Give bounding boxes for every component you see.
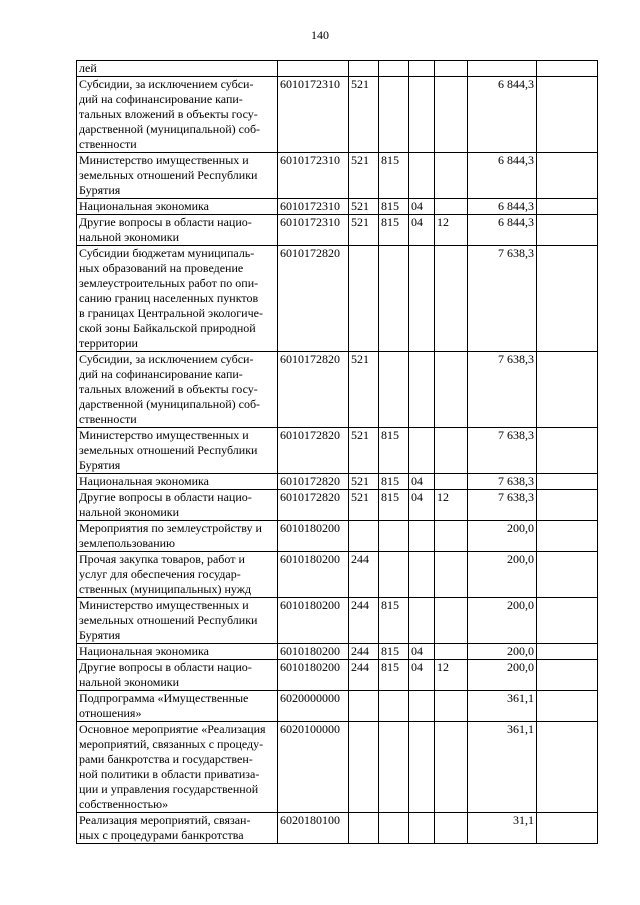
row-name: Реализация мероприятий, связан- ных с процедурами банкротства xyxy=(77,813,278,844)
row-subsection xyxy=(435,199,468,215)
row-ministry-code xyxy=(379,77,409,153)
row-name: Другие вопросы в области нацио- нальной экономики xyxy=(77,215,278,246)
row-name: Подпрограмма «Имущественные отношения» xyxy=(77,691,278,722)
row-extra-cell xyxy=(537,691,598,722)
row-ministry-code: 815 xyxy=(379,660,409,691)
row-amount: 200,0 xyxy=(468,644,537,660)
row-section xyxy=(409,153,435,199)
row-amount: 6 844,3 xyxy=(468,153,537,199)
row-extra-cell xyxy=(537,552,598,598)
row-ministry-code xyxy=(379,61,409,77)
row-code: 6010172310 xyxy=(278,215,349,246)
row-amount: 361,1 xyxy=(468,691,537,722)
row-subsection: 12 xyxy=(435,660,468,691)
table-row xyxy=(77,691,598,722)
row-extra-cell xyxy=(537,199,598,215)
row-code: 6010172310 xyxy=(278,199,349,215)
row-expense-type: 521 xyxy=(349,199,379,215)
table-row xyxy=(77,813,598,844)
row-name: Другие вопросы в области нацио- нальной экономики xyxy=(77,490,278,521)
row-subsection xyxy=(435,722,468,813)
row-expense-type: 521 xyxy=(349,352,379,428)
row-subsection xyxy=(435,352,468,428)
row-section xyxy=(409,61,435,77)
row-code: 6010172820 xyxy=(278,352,349,428)
table-row xyxy=(77,660,598,691)
row-subsection xyxy=(435,246,468,352)
row-name: Субсидии, за исключением субси- дий на софинансирование капи- тальных вложений в объекты госу- дарственной (муниципальной) соб- ственности xyxy=(77,352,278,428)
row-name: Национальная экономика xyxy=(77,199,278,215)
row-expense-type: 244 xyxy=(349,552,379,598)
row-expense-type xyxy=(349,813,379,844)
row-name: Министерство имущественных и земельных отношений Республики Бурятия xyxy=(77,598,278,644)
table-row xyxy=(77,722,598,813)
row-subsection xyxy=(435,77,468,153)
row-extra-cell xyxy=(537,215,598,246)
table-row xyxy=(77,598,598,644)
row-amount: 7 638,3 xyxy=(468,474,537,490)
row-name: Национальная экономика xyxy=(77,474,278,490)
row-subsection xyxy=(435,598,468,644)
row-expense-type xyxy=(349,691,379,722)
row-ministry-code xyxy=(379,813,409,844)
table-row xyxy=(77,552,598,598)
row-section: 04 xyxy=(409,215,435,246)
row-subsection xyxy=(435,153,468,199)
row-expense-type: 521 xyxy=(349,428,379,474)
row-expense-type: 244 xyxy=(349,598,379,644)
row-amount: 200,0 xyxy=(468,660,537,691)
row-section: 04 xyxy=(409,490,435,521)
row-amount: 7 638,3 xyxy=(468,428,537,474)
row-code: 6010180200 xyxy=(278,660,349,691)
row-section: 04 xyxy=(409,199,435,215)
row-extra-cell xyxy=(537,352,598,428)
row-code: 6010172310 xyxy=(278,153,349,199)
row-section: 04 xyxy=(409,474,435,490)
row-amount: 7 638,3 xyxy=(468,490,537,521)
row-section xyxy=(409,691,435,722)
row-name: Основное мероприятие «Реализация мероприятий, связанных с процеду- рами банкротства и государствен- ной политики в области приватиза- ции и управления государственной собственностью» xyxy=(77,722,278,813)
row-name: Мероприятия по землеустройству и землепользованию xyxy=(77,521,278,552)
table-row xyxy=(77,490,598,521)
row-ministry-code xyxy=(379,352,409,428)
row-amount: 7 638,3 xyxy=(468,352,537,428)
row-amount xyxy=(468,61,537,77)
row-extra-cell xyxy=(537,153,598,199)
row-name: Министерство имущественных и земельных отношений Республики Бурятия xyxy=(77,153,278,199)
row-extra-cell xyxy=(537,598,598,644)
row-expense-type: 521 xyxy=(349,490,379,521)
table-row xyxy=(77,61,598,77)
page-number: 140 xyxy=(311,28,329,42)
row-expense-type xyxy=(349,722,379,813)
row-name: Субсидии бюджетам муниципаль- ных образований на проведение землеустроительных работ по опи- санию границ населенных пунктов в границах Центральной экологиче- ской зоны Байкальской природной территории xyxy=(77,246,278,352)
row-ministry-code xyxy=(379,521,409,552)
row-amount: 31,1 xyxy=(468,813,537,844)
row-extra-cell xyxy=(537,61,598,77)
row-amount: 361,1 xyxy=(468,722,537,813)
row-extra-cell xyxy=(537,490,598,521)
row-ministry-code: 815 xyxy=(379,215,409,246)
table-row xyxy=(77,153,598,199)
row-amount: 200,0 xyxy=(468,552,537,598)
row-ministry-code: 815 xyxy=(379,490,409,521)
row-subsection xyxy=(435,521,468,552)
row-ministry-code: 815 xyxy=(379,428,409,474)
budget-table xyxy=(76,60,598,844)
row-name: лей xyxy=(77,61,278,77)
row-subsection xyxy=(435,61,468,77)
row-ministry-code: 815 xyxy=(379,644,409,660)
row-section xyxy=(409,722,435,813)
row-code: 6010180200 xyxy=(278,598,349,644)
row-expense-type: 244 xyxy=(349,644,379,660)
row-name: Субсидии, за исключением субси- дий на софинансирование капи- тальных вложений в объекты госу- дарственной (муниципальной) соб- ственности xyxy=(77,77,278,153)
row-section xyxy=(409,246,435,352)
row-ministry-code: 815 xyxy=(379,199,409,215)
row-extra-cell xyxy=(537,428,598,474)
row-subsection xyxy=(435,428,468,474)
row-code: 6010180200 xyxy=(278,521,349,552)
table-row xyxy=(77,644,598,660)
row-amount: 6 844,3 xyxy=(468,215,537,246)
row-section xyxy=(409,428,435,474)
row-code: 6010172820 xyxy=(278,428,349,474)
row-extra-cell xyxy=(537,521,598,552)
row-code: 6020000000 xyxy=(278,691,349,722)
row-section: 04 xyxy=(409,660,435,691)
row-code: 6010172310 xyxy=(278,77,349,153)
row-name: Национальная экономика xyxy=(77,644,278,660)
row-amount: 200,0 xyxy=(468,521,537,552)
table-row xyxy=(77,199,598,215)
row-code xyxy=(278,61,349,77)
table-row xyxy=(77,521,598,552)
row-amount: 6 844,3 xyxy=(468,199,537,215)
row-section xyxy=(409,77,435,153)
row-subsection xyxy=(435,552,468,598)
row-amount: 200,0 xyxy=(468,598,537,644)
row-expense-type xyxy=(349,246,379,352)
row-code: 6020100000 xyxy=(278,722,349,813)
row-amount: 7 638,3 xyxy=(468,246,537,352)
row-expense-type xyxy=(349,61,379,77)
row-code: 6010172820 xyxy=(278,474,349,490)
row-name: Министерство имущественных и земельных отношений Республики Бурятия xyxy=(77,428,278,474)
row-expense-type: 521 xyxy=(349,77,379,153)
row-subsection: 12 xyxy=(435,490,468,521)
row-subsection xyxy=(435,474,468,490)
row-section: 04 xyxy=(409,644,435,660)
row-code: 6010180200 xyxy=(278,644,349,660)
row-subsection xyxy=(435,691,468,722)
row-code: 6020180100 xyxy=(278,813,349,844)
row-extra-cell xyxy=(537,660,598,691)
row-extra-cell xyxy=(537,246,598,352)
row-ministry-code xyxy=(379,246,409,352)
row-name: Другие вопросы в области нацио- нальной экономики xyxy=(77,660,278,691)
row-expense-type: 521 xyxy=(349,474,379,490)
row-extra-cell xyxy=(537,813,598,844)
row-section xyxy=(409,813,435,844)
table-row xyxy=(77,215,598,246)
row-code: 6010180200 xyxy=(278,552,349,598)
row-code: 6010172820 xyxy=(278,490,349,521)
row-section xyxy=(409,521,435,552)
row-subsection xyxy=(435,813,468,844)
row-ministry-code: 815 xyxy=(379,598,409,644)
row-ministry-code: 815 xyxy=(379,153,409,199)
row-extra-cell xyxy=(537,474,598,490)
table-row xyxy=(77,77,598,153)
row-section xyxy=(409,598,435,644)
table-row xyxy=(77,474,598,490)
row-subsection: 12 xyxy=(435,215,468,246)
row-expense-type: 521 xyxy=(349,215,379,246)
row-section xyxy=(409,352,435,428)
row-code: 6010172820 xyxy=(278,246,349,352)
row-subsection xyxy=(435,644,468,660)
table-row xyxy=(77,246,598,352)
row-extra-cell xyxy=(537,644,598,660)
row-ministry-code xyxy=(379,552,409,598)
row-expense-type: 244 xyxy=(349,660,379,691)
budget-table-body xyxy=(77,61,598,844)
row-amount: 6 844,3 xyxy=(468,77,537,153)
row-ministry-code xyxy=(379,722,409,813)
row-section xyxy=(409,552,435,598)
row-expense-type xyxy=(349,521,379,552)
row-name: Прочая закупка товаров, работ и услуг для обеспечения государ- ственных (муниципальных) нужд xyxy=(77,552,278,598)
row-extra-cell xyxy=(537,722,598,813)
row-ministry-code: 815 xyxy=(379,474,409,490)
row-extra-cell xyxy=(537,77,598,153)
table-row xyxy=(77,428,598,474)
row-ministry-code xyxy=(379,691,409,722)
table-row xyxy=(77,352,598,428)
row-expense-type: 521 xyxy=(349,153,379,199)
